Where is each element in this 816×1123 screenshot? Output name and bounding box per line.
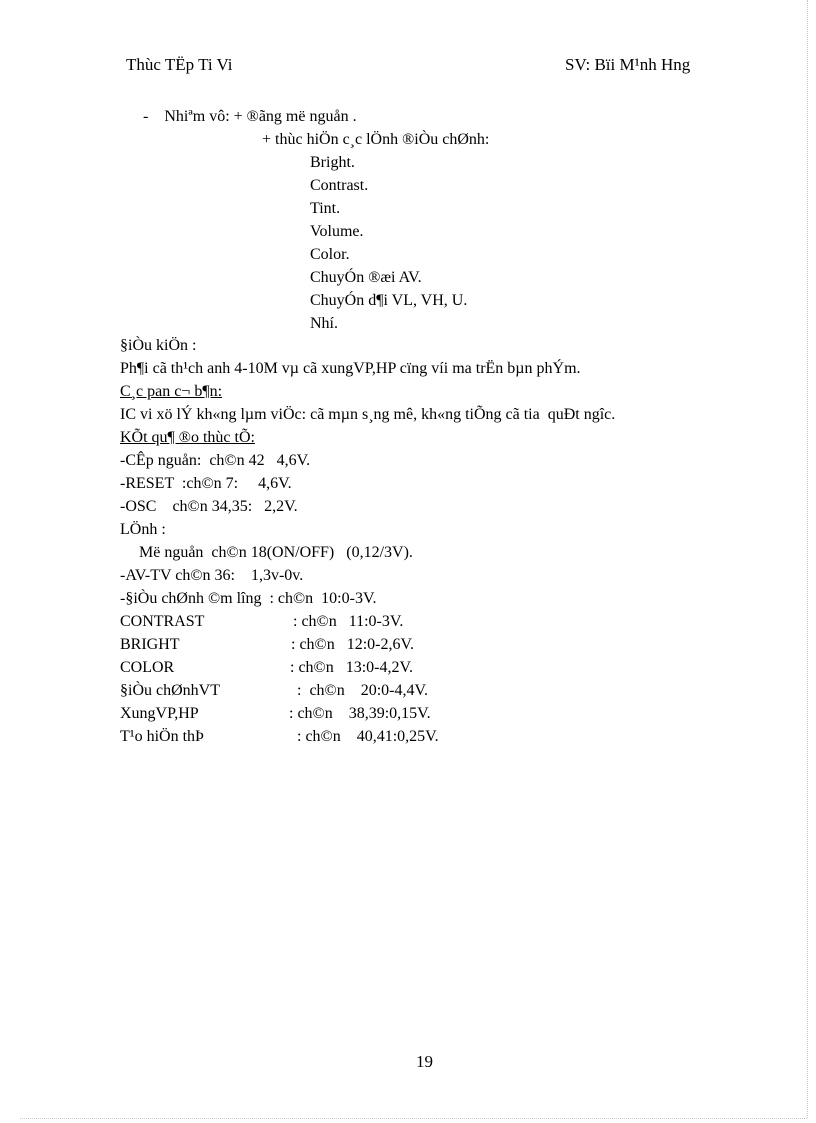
command-item: ChuyÓn ®æi AV. bbox=[310, 269, 422, 286]
measurement-label: T¹o hiÖn thÞ bbox=[120, 728, 204, 745]
measurement-line: -§iÒu chØnh ©m lîng : ch©n 10:0-3V. bbox=[120, 590, 377, 607]
measurement-label: §iÒu chØnhVT bbox=[120, 682, 220, 699]
measurement-label: COLOR bbox=[120, 659, 175, 676]
section-heading: KÕt qu¶ ®o thùc tÕ: bbox=[120, 429, 255, 446]
task-line: - Nhiªm vô: + ®ãng më nguån . bbox=[143, 108, 357, 125]
section-heading: LÖnh : bbox=[120, 521, 166, 538]
measurement-line: -AV-TV ch©n 36: 1,3v-0v. bbox=[120, 567, 304, 584]
paragraph-line: Ph¶i cã th¹ch anh 4-10M vµ cã xungVP,HP cïng víi ma trËn bµn phÝm. bbox=[120, 360, 581, 377]
measurement-value: : ch©n 40,41:0,25V. bbox=[297, 728, 439, 745]
measurement-label: XungVP,HP bbox=[120, 705, 199, 722]
measurement-line: Më nguån ch©n 18(ON/OFF) (0,12/3V). bbox=[139, 544, 413, 561]
command-item: Volume. bbox=[310, 223, 364, 240]
command-item: Tint. bbox=[310, 200, 341, 217]
measurement-label: CONTRAST bbox=[120, 613, 205, 630]
command-item: ChuyÓn d¶i VL, VH, U. bbox=[310, 292, 468, 309]
page-border-right bbox=[807, 0, 808, 1118]
measurement-value: : ch©n 13:0-4,2V. bbox=[290, 659, 413, 676]
paragraph-line: IC vi xö lÝ kh«ng lµm viÖc: cã mµn s¸ng mê, kh«ng tiÕng cã tia quÐt ngîc. bbox=[120, 406, 616, 423]
section-heading: §iÒu kiÖn : bbox=[120, 337, 197, 354]
measurement-value: : ch©n 38,39:0,15V. bbox=[289, 705, 431, 722]
section-heading: C¸c pan c¬ b¶n: bbox=[120, 383, 223, 400]
command-item: Color. bbox=[310, 246, 350, 263]
command-item: Bright. bbox=[310, 154, 355, 171]
measurement-value: : ch©n 20:0-4,4V. bbox=[297, 682, 428, 699]
task-subline: + thùc hiÖn c¸c lÖnh ®iÒu chØnh: bbox=[262, 131, 490, 148]
header-title: Thùc TËp Ti Vi bbox=[126, 55, 233, 74]
page-border-bottom bbox=[20, 1118, 807, 1119]
measurement-label: BRIGHT bbox=[120, 636, 180, 653]
measurement-value: : ch©n 11:0-3V. bbox=[293, 613, 404, 630]
measurement-line: -CÊp nguån: ch©n 42 4,6V. bbox=[120, 452, 311, 469]
measurement-line: -OSC ch©n 34,35: 2,2V. bbox=[120, 498, 298, 515]
command-item: Contrast. bbox=[310, 177, 369, 194]
command-item: Nhí. bbox=[310, 315, 338, 332]
page-number: 19 bbox=[416, 1052, 433, 1071]
header-student: SV: Bïi M¹nh Hng bbox=[565, 55, 691, 74]
measurement-line: -RESET :ch©n 7: 4,6V. bbox=[120, 475, 292, 492]
measurement-value: : ch©n 12:0-2,6V. bbox=[291, 636, 414, 653]
